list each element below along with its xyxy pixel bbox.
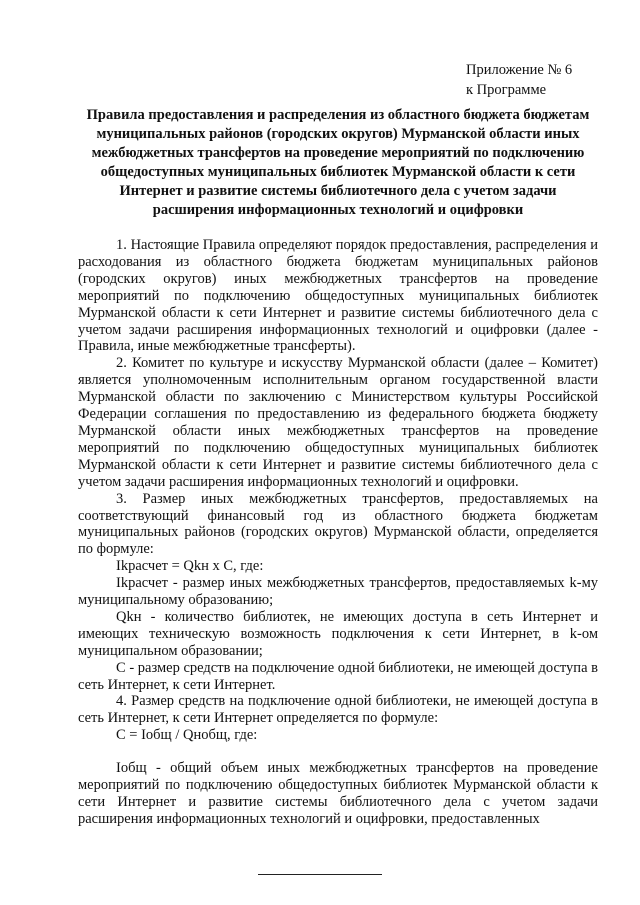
- definition-iobsh: Iобщ - общий объем иных межбюджетных трансфертов на проведение мероприятий по подключению общедоступных библиотек Мурманской области к сети Интернет и развитие системы библиотечного дела с учетом задачи расширения информационных технологий и оцифровки, предоставленных: [78, 760, 598, 827]
- formula-1: Ikрасчет = Qkн х С, где:: [116, 558, 264, 575]
- formula-2: С = Iобщ / Qнобщ, где:: [116, 727, 258, 744]
- document-body: [78, 237, 598, 828]
- document-title: Правила предоставления и распределения из областного бюджета бюджетам муниципальных районов (городских округов) Мурманской области иных межбюджетных трансфертов на проведение мероприятий по подключению общедоступных муниципальных библиотек Мурманской области к сети Интернет и развитие системы библиотечного дела с учетом задачи расширения информационных технологий и оцифровки: [86, 107, 590, 218]
- definition-ik: Ikрасчет - размер иных межбюджетных трансфертов, предоставляемых k-му муниципальному образованию;: [78, 575, 598, 609]
- footer-divider: [258, 874, 382, 875]
- paragraph-2: 2. Комитет по культуре и искусству Мурманской области (далее – Комитет) является уполномоченным исполнительным органом государственной власти Мурманской области по заключению с Министерством культуры Российской Федерации соглашения по предоставлению из федерального бюджета бюджету Мурманской области иных межбюджетных трансфертов на проведение мероприятий по подключению общедоступных муниципальных библиотек Мурманской области к сети Интернет и развитие системы библиотечного дела с учетом задачи расширения информационных технологий и оцифровки.: [78, 355, 598, 490]
- appendix-header: [466, 60, 572, 100]
- paragraph-1: 1. Настоящие Правила определяют порядок предоставления, распределения и расходования из областного бюджета бюджетам муниципальных районов (городских округов) иных межбюджетных трансфертов на проведение мероприятий по подключению общедоступных муниципальных библиотек Мурманской области к сети Интернет и развитие системы библиотечного дела с учетом задачи расширения информационных технологий и оцифровки (далее - Правила, иные межбюджетные трансферты).: [78, 237, 598, 355]
- appendix-number: Приложение № 6: [466, 62, 573, 78]
- definition-qkn: Qkн - количество библиотек, не имеющих доступа в сеть Интернет и имеющих техническую возможность подключения к сети Интернет, в k-ом муниципальном образовании;: [78, 608, 598, 659]
- paragraph-3: 3. Размер иных межбюджетных трансфертов, предоставляемых на соответствующий финансовый год из областного бюджета бюджетам муниципальных районов (городских округов) Мурманской области, определяется по формуле:: [78, 490, 598, 558]
- definition-c: С - размер средств на подключение одной библиотеки, не имеющей доступа в сеть Интернет, к сети Интернет.: [78, 659, 598, 693]
- paragraph-4: 4. Размер средств на подключение одной библиотеки, не имеющей доступа в сеть Интернет, к сети Интернет определяется по формуле:: [78, 693, 598, 727]
- appendix-reference: к Программе: [466, 82, 547, 98]
